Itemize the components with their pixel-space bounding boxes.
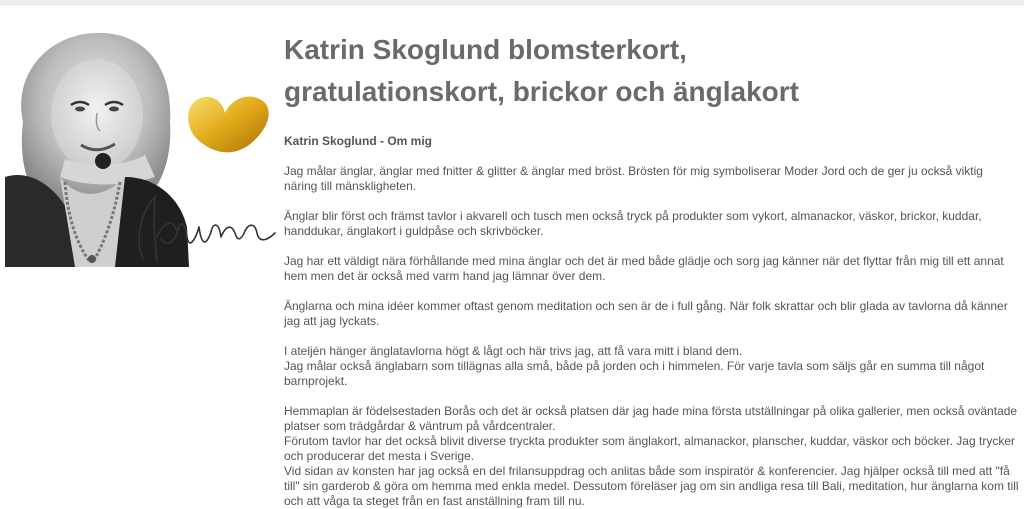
about-paragraph-2: Änglar blir först och främst tavlor i akvarell och tusch men också tryck på produkter som vykort, almanackor, väskor, brickor, kuddar, handdukar, änglakort i guldpåse och skrivböcker. — [284, 209, 982, 238]
about-paragraph-5a: I ateljén hänger änglatavlorna högt & lågt och här trivs jag, att få vara mitt i bland dem. — [284, 344, 743, 358]
page-title-line-2: gratulationskort, brickor och änglakort — [284, 76, 799, 107]
about-paragraph-1: Jag målar änglar, änglar med fnitter & glitter & änglar med bröst. Brösten för mig symboliserar Moder Jord och de ger ju också viktig näring till mänskligheten. — [284, 164, 983, 193]
ring-icon — [95, 153, 111, 169]
page-title — [284, 29, 984, 113]
about-paragraph-5b: Jag målar också änglabarn som tillägnas alla små, både på jorden och i himmelen. För varje tavla som säljs går en summa till något barnprojekt. — [284, 359, 985, 388]
page-title-line-1: Katrin Skoglund blomsterkort, — [284, 34, 687, 65]
about-heading: Katrin Skoglund - Om mig — [284, 134, 433, 148]
about-section — [284, 134, 1019, 509]
portrait-image — [5, 27, 280, 267]
top-divider — [0, 0, 1024, 5]
about-paragraph-6a: Hemmaplan är födelsestaden Borås och det är också platsen där jag hade mina första utställningar på olika gallerier, men också oväntade platser som trädgårdar & väntrum på vårdcentraler. — [284, 404, 1018, 433]
about-paragraph-6b: Förutom tavlor har det också blivit diverse tryckta produkter som änglakort, almanackor, planscher, kuddar, väskor och böcker. Jag trycker och producerar det mesta i Sverige. — [284, 434, 1015, 463]
about-paragraph-6c: Vid sidan av konsten har jag också en del frilansuppdrag och anlitas både som inspiratör & konferencier. Jag hjälper också till med att "få till" sin garderob & göra om hemma med enkla medel. Dessutom föreläser jag om sin andliga resa till Bali, meditation, hur änglarna kom till och att våga ta steget från en fast anställning fram till nu. — [284, 464, 1019, 508]
about-paragraph-3: Jag har ett väldigt nära förhållande med mina änglar och det är med både glädje och sorg jag känner när det flyttar från mig till ett annat hem men det är också med varm hand jag lämnar över dem. — [284, 254, 1004, 283]
heart-icon — [188, 97, 269, 153]
about-paragraph-4: Änglarna och mina idéer kommer oftast genom meditation och sen är de i full gång. När folk skrattar och blir glada av tavlorna då känner jag att jag lyckats. — [284, 299, 1008, 328]
